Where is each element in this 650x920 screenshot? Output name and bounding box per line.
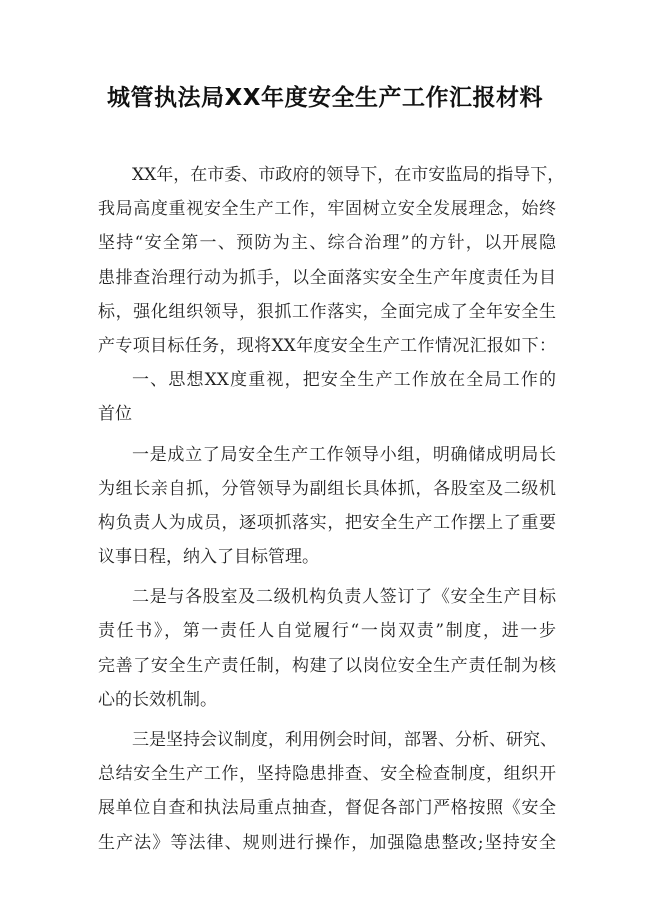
paragraph-line: 为组长亲自抓，分管领导为副组长具体抓，各股室及二级机: [98, 478, 556, 499]
paragraph-line: 议事日程，纳入了目标管理。: [98, 547, 319, 568]
paragraph-line: 三是坚持会议制度，利用例会时间，部署、分析、研究、: [132, 730, 557, 750]
paragraph-line: 展单位自查和执法局重点抽查，督促各部门严格按照《安全: [98, 798, 556, 819]
paragraph-line: 患排查治理行动为抓手，以全面落实安全生产年度责任为目: [98, 267, 556, 288]
paragraph-item-2: [98, 580, 556, 717]
paragraph-line: 一是成立了局安全生产工作领导小组，明确储成明局长: [132, 444, 556, 465]
paragraph-line: 坚持“安全第一、预防为主、综合治理”的方针，以开展隐: [98, 233, 556, 254]
paragraph-line: 标，强化组织领导，狠抓工作落实，全面完成了全年安全生: [98, 301, 556, 322]
document-title: 城管执法局XX年度安全生产工作汇报材料: [107, 85, 543, 111]
paragraph-item-3: [98, 723, 556, 860]
paragraph-line: 产专项目标任务，现将XX年度安全生产工作情况汇报如下：: [98, 335, 556, 356]
paragraph-line: 总结安全生产工作，坚持隐患排查、安全检查制度，组织开: [98, 764, 556, 785]
paragraph-line: 构负责人为成员，逐项抓落实，把安全生产工作摆上了重要: [98, 512, 556, 533]
document-body: [98, 158, 565, 860]
paragraph-line: 生产法》等法律、规则进行操作，加强隐患整改;坚持安全: [98, 832, 556, 853]
paragraph-line: 心的长效机制。: [98, 689, 217, 710]
section-heading: [98, 363, 556, 431]
paragraph-line: 首位: [98, 404, 132, 425]
paragraph-line: 责任书》，第一责任人自觉履行“一岗双责”制度，进一步: [98, 621, 556, 642]
paragraph-line: 一、思想XX度重视，把安全生产工作放在全局工作的: [132, 370, 556, 391]
paragraph-line: 我局高度重视安全生产工作，牢固树立安全发展理念，始终: [98, 199, 556, 220]
paragraph-line: XX年，在市委、市政府的领导下，在市安监局的指导下，: [132, 165, 565, 185]
paragraph-line: 完善了安全生产责任制，构建了以岗位安全生产责任制为核: [98, 655, 556, 676]
paragraph-line: 二是与各股室及二级机构负责人签订了《安全生产目标: [132, 587, 556, 608]
paragraph-item-1: [98, 438, 556, 575]
paragraph-intro: [98, 158, 565, 363]
